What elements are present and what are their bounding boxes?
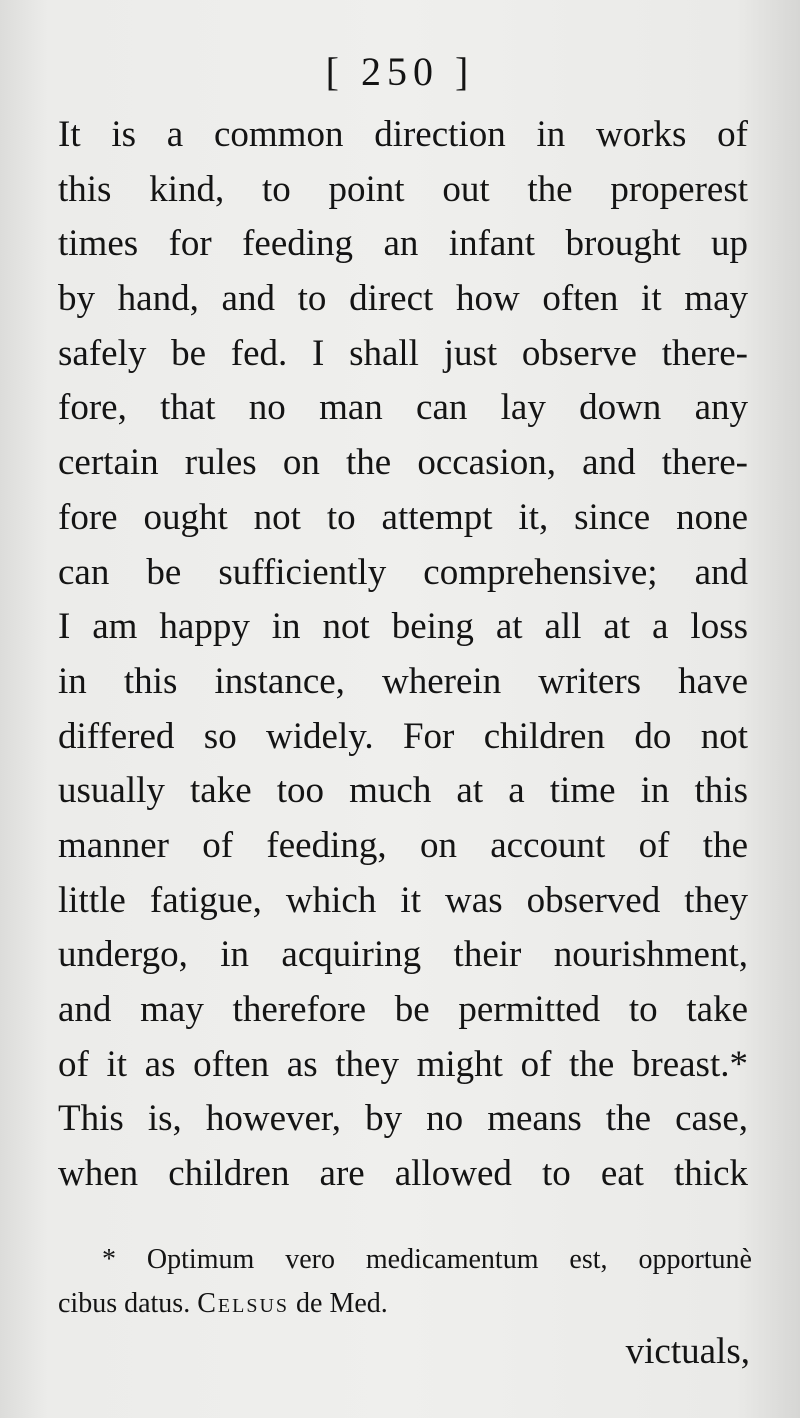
text-line: when children are allowed to eat thick	[58, 1153, 748, 1195]
text-line: undergo, in acquiring their nourishment,	[58, 934, 748, 976]
footnote-line	[58, 1282, 758, 1326]
catchword: victuals,	[625, 1331, 750, 1372]
footnote	[58, 1238, 758, 1326]
text-line: I am happy in not being at all at a loss	[58, 606, 748, 648]
text-line: It is a common direction in works of	[58, 114, 748, 155]
body-text	[58, 108, 748, 1202]
footnote-line: * Optimum vero medicamentum est, opportunè	[102, 1244, 752, 1275]
text-line: manner of feeding, on account of the	[58, 824, 748, 866]
text-line: usually take too much at a time in this	[58, 770, 748, 812]
page-number-header: [ 250 ]	[325, 49, 475, 94]
text-line: differed so widely. For children do not	[58, 715, 748, 757]
footnote-source: de Med.	[296, 1288, 388, 1319]
text-line: little fatigue, which it was observed they	[58, 879, 748, 921]
text-line: fore, that no man can lay down any	[58, 387, 748, 429]
text-line: this kind, to point out the properest	[58, 168, 748, 210]
text-line: This is, however, by no means the case,	[58, 1098, 748, 1140]
text-line: times for feeding an infant brought up	[58, 223, 748, 265]
footnote-text: cibus datus.	[58, 1288, 191, 1319]
text-line: by hand, and to direct how often it may	[58, 278, 748, 320]
text-line: can be sufficiently comprehensive; and	[58, 551, 748, 593]
footnote-author: Celsus	[197, 1288, 290, 1319]
text-line: and may therefore be permitted to take	[58, 989, 748, 1030]
text-line: fore ought not to attempt it, since none	[58, 496, 748, 538]
text-line: safely be fed. I shall just observe there-	[58, 332, 748, 374]
text-line: certain rules on the occasion, and there-	[58, 442, 748, 484]
text-line: in this instance, wherein writers have	[58, 660, 748, 702]
text-line: of it as often as they might of the breast.*	[58, 1043, 748, 1085]
